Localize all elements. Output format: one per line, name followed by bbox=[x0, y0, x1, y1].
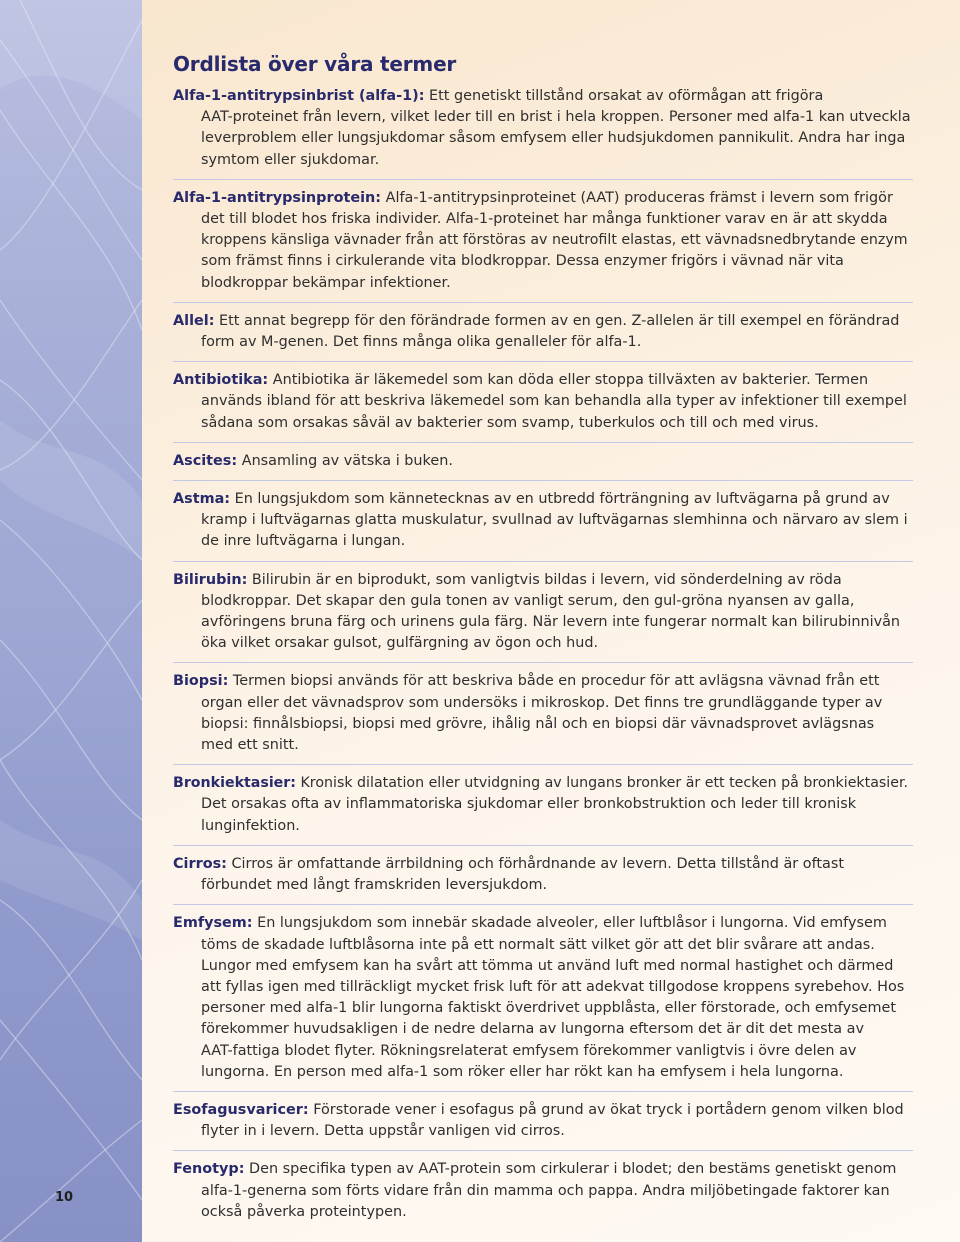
definition-text: de inre luftvägarna i lungan. bbox=[201, 533, 406, 550]
glossary-entry bbox=[173, 913, 913, 1092]
definition-text: används ibland för att beskriva läkemedel som kan behandla alla typer av infektioner till exempel bbox=[201, 393, 907, 410]
definition-text: Ansamling av vätska i buken. bbox=[241, 452, 453, 469]
definition-text: förbundet med långt framskriden leversjukdom. bbox=[201, 877, 548, 894]
glossary-term: Alfa-1-antitrypsinprotein: bbox=[173, 189, 382, 206]
definition-text: sådana som orsakas såväl av bakterier som svamp, tuberkulos och till och med virus. bbox=[201, 414, 819, 431]
definition-text: också påverka proteintypen. bbox=[201, 1203, 407, 1220]
entry-continuation-line bbox=[173, 998, 913, 1019]
definition-text: Alfa-1-antitrypsinproteinet (AAT) produceras främst i levern som frigör bbox=[385, 189, 893, 206]
definition-text: symtom eller sjukdomar. bbox=[201, 151, 380, 168]
definition-text: kramp i luftvägarnas glatta muskulatur, svullnad av luftvägarnas slemhinna och närvaro av slem i bbox=[201, 512, 908, 529]
entry-continuation-line bbox=[173, 107, 913, 128]
entry-first-line bbox=[173, 311, 913, 332]
entry-continuation-line bbox=[173, 794, 913, 815]
definition-text: lunginfektion. bbox=[201, 817, 300, 834]
glossary-term: Allel: bbox=[173, 312, 215, 329]
glossary-entry bbox=[173, 570, 913, 664]
definition-text: det till blodet hos friska individer. Alfa-1-proteinet har många funktioner varav en är att skydda bbox=[201, 211, 888, 228]
entry-continuation-line bbox=[173, 714, 913, 735]
glossary-entry bbox=[173, 451, 913, 481]
definition-text: öka vilket orsakar gulsot, gulfärgning av ögon och hud. bbox=[201, 635, 599, 652]
definition-text: töms de skadade luftblåsorna inte på ett normalt sätt vilket gör att det blir svårare att andas. bbox=[201, 936, 875, 953]
entry-continuation-line bbox=[173, 128, 913, 149]
entry-continuation-line bbox=[173, 1019, 913, 1040]
entry-first-line bbox=[173, 570, 913, 591]
glossary-term: Emfysem: bbox=[173, 915, 253, 932]
definition-text: organ eller det vävnadsprov som undersöks i mikroskop. Det finns tre grundläggande typer av bbox=[201, 694, 883, 711]
definition-text: blodkroppar. Det skapar den gula tonen av vanligt serum, den gul-gröna nyansen av galla, bbox=[201, 592, 855, 609]
definition-text: med ett snitt. bbox=[201, 737, 299, 754]
glossary-term: Esofagusvaricer: bbox=[173, 1101, 309, 1118]
definition-text: Termen biopsi används för att beskriva både en procedur för att avlägsna vävnad från ett bbox=[232, 673, 880, 690]
entry-continuation-line bbox=[173, 816, 913, 837]
entry-continuation-line bbox=[173, 531, 913, 552]
glossary-entry bbox=[173, 854, 913, 905]
glossary-term: Fenotyp: bbox=[173, 1161, 245, 1178]
definition-text: kroppens känsliga vävnader från att förstöras av neutrofilt elastas, ett vävnadsnedbrytande enzym bbox=[201, 232, 908, 249]
glossary-term: Astma: bbox=[173, 491, 231, 508]
entry-continuation-line bbox=[173, 230, 913, 251]
definition-text: Antibiotika är läkemedel som kan döda eller stoppa tillväxten av bakterier. Termen bbox=[272, 372, 869, 389]
entry-continuation-line bbox=[173, 956, 913, 977]
definition-text: Förstorade vener i esofagus på grund av ökat tryck i portådern genom vilken blod bbox=[313, 1101, 904, 1118]
entry-continuation-line bbox=[173, 209, 913, 230]
glossary-term: Alfa-1-antitrypsinbrist (alfa-1): bbox=[173, 88, 425, 104]
definition-text: leverproblem eller lungsjukdomar såsom emfysem eller hudsjukdomen pannikulit. Andra har inga bbox=[201, 130, 906, 147]
definition-text: En lungsjukdom som kännetecknas av en utbredd förträngning av luftvägarna på grund av bbox=[234, 491, 890, 508]
definition-text: att fyllas igen med tillräckligt mycket frisk luft för att adekvat tillgodose kroppens syrebehov. Hos bbox=[201, 978, 905, 995]
glossary-term: Biopsi: bbox=[173, 673, 229, 690]
definition-text: Ett annat begrepp för den förändrade formen av en gen. Z-allelen är till exempel en förändrad bbox=[219, 312, 900, 329]
entry-first-line bbox=[173, 913, 913, 934]
abstract-pattern-graphic bbox=[0, 0, 142, 1242]
glossary-entry bbox=[173, 671, 913, 765]
entry-first-line bbox=[173, 671, 913, 692]
decorative-sidebar bbox=[0, 0, 142, 1242]
entry-continuation-line bbox=[173, 510, 913, 531]
entry-continuation-line bbox=[173, 150, 913, 171]
entry-continuation-line bbox=[173, 591, 913, 612]
entry-first-line bbox=[173, 188, 913, 209]
definition-text: flyter in i levern. Detta uppstår vanligen vid cirros. bbox=[201, 1123, 565, 1140]
glossary-entry bbox=[173, 1100, 913, 1151]
entry-first-line bbox=[173, 773, 913, 794]
entry-continuation-line bbox=[173, 391, 913, 412]
glossary-page bbox=[142, 0, 960, 1242]
definition-text: som främst finns i cirkulerande vita blodkroppar. Dessa enzymer frigörs i vävnad när vita bbox=[201, 253, 844, 270]
definition-text: Bilirubin är en biprodukt, som vanligtvis bildas i levern, vid sönderdelning av röda bbox=[251, 571, 842, 588]
definition-text: Lungor med emfysem kan ha svårt att tömma ut använd luft med normal hastighet och därmed bbox=[201, 957, 894, 974]
definition-text: avföringens bruna färg och urinens gula färg. När levern inte fungerar normalt kan bilirubinnivån bbox=[201, 614, 901, 631]
entry-first-line bbox=[173, 451, 913, 472]
definition-text: Den specifika typen av AAT-protein som cirkulerar i blodet; den bestäms genetiskt genom bbox=[249, 1161, 897, 1178]
definition-text: blodkroppar bekämpar infektioner. bbox=[201, 274, 451, 291]
definition-text: förekommer huvudsakligen i de nedre delarna av lungorna eftersom det är dit det mesta av bbox=[201, 1021, 864, 1038]
glossary-entry bbox=[173, 1159, 913, 1231]
glossary-term: Bilirubin: bbox=[173, 571, 248, 588]
glossary-entry bbox=[173, 311, 913, 362]
entry-continuation-line bbox=[173, 693, 913, 714]
entry-continuation-line bbox=[173, 1041, 913, 1062]
entry-continuation-line bbox=[173, 735, 913, 756]
entry-continuation-line bbox=[173, 413, 913, 434]
definition-text: biopsi: finnålsbiopsi, biopsi med grövre, ihålig nål och en biopsi där vävnadsprovet avlägsnas bbox=[201, 715, 875, 732]
entry-continuation-line bbox=[173, 1181, 913, 1202]
entry-first-line bbox=[173, 370, 913, 391]
entry-continuation-line bbox=[173, 935, 913, 956]
entry-continuation-line bbox=[173, 332, 913, 353]
definition-text: personer med alfa-1 blir lungorna faktiskt överdrivet uppblåsta, eller förstorade, och emfysemet bbox=[201, 1000, 896, 1017]
entry-continuation-line bbox=[173, 1062, 913, 1083]
glossary-list bbox=[173, 86, 913, 1231]
glossary-entry bbox=[173, 489, 913, 562]
entry-continuation-line bbox=[173, 977, 913, 998]
entry-continuation-line bbox=[173, 612, 913, 633]
page-number: 10 bbox=[54, 1190, 74, 1205]
glossary-entry bbox=[173, 86, 913, 180]
definition-text: Kronisk dilatation eller utvidgning av lungans bronker är ett tecken på bronkiektasier. bbox=[300, 775, 909, 792]
entry-first-line bbox=[173, 489, 913, 510]
glossary-content bbox=[173, 52, 913, 1239]
entry-continuation-line bbox=[173, 251, 913, 272]
entry-continuation-line bbox=[173, 1121, 913, 1142]
glossary-entry bbox=[173, 370, 913, 443]
entry-first-line bbox=[173, 854, 913, 875]
definition-text: AAT-proteinet från levern, vilket leder till en brist i hela kroppen. Personer med alfa-1 kan utveckla bbox=[201, 109, 911, 126]
page-title: Ordlista över våra termer bbox=[173, 52, 457, 76]
glossary-term: Ascites: bbox=[173, 452, 238, 469]
definition-text: lungorna. En person med alfa-1 som röker eller har rökt kan ha emfysem i hela lungorna. bbox=[201, 1063, 844, 1080]
glossary-term: Antibiotika: bbox=[173, 372, 269, 389]
glossary-entry bbox=[173, 773, 913, 846]
definition-text: Ett genetiskt tillstånd orsakat av oförmågan att frigöra bbox=[429, 88, 824, 104]
entry-first-line bbox=[173, 1100, 913, 1121]
entry-first-line bbox=[173, 1159, 913, 1180]
glossary-entry bbox=[173, 188, 913, 303]
entry-continuation-line bbox=[173, 633, 913, 654]
definition-text: AAT-fattiga blodet flyter. Rökningsrelaterat emfysem förekommer vanligtvis i övre delen av bbox=[201, 1042, 857, 1059]
entry-continuation-line bbox=[173, 1202, 913, 1223]
entry-continuation-line bbox=[173, 875, 913, 896]
definition-text: Det orsakas ofta av inflammatoriska sjukdomar eller bronkobstruktion och leder till kronisk bbox=[201, 796, 857, 813]
definition-text: En lungsjukdom som innebär skadade alveoler, eller luftblåsor i lungorna. Vid emfysem bbox=[257, 915, 887, 932]
entry-first-line bbox=[173, 86, 913, 107]
entry-continuation-line bbox=[173, 273, 913, 294]
glossary-term: Bronkiektasier: bbox=[173, 775, 296, 792]
glossary-term: Cirros: bbox=[173, 855, 227, 872]
definition-text: form av M-genen. Det finns många olika genalleler för alfa-1. bbox=[201, 334, 642, 351]
definition-text: alfa-1-generna som förts vidare från din mamma och pappa. Andra miljöbetingade faktorer kan bbox=[201, 1182, 890, 1199]
definition-text: Cirros är omfattande ärrbildning och förhårdnande av levern. Detta tillstånd är oftast bbox=[231, 855, 845, 872]
